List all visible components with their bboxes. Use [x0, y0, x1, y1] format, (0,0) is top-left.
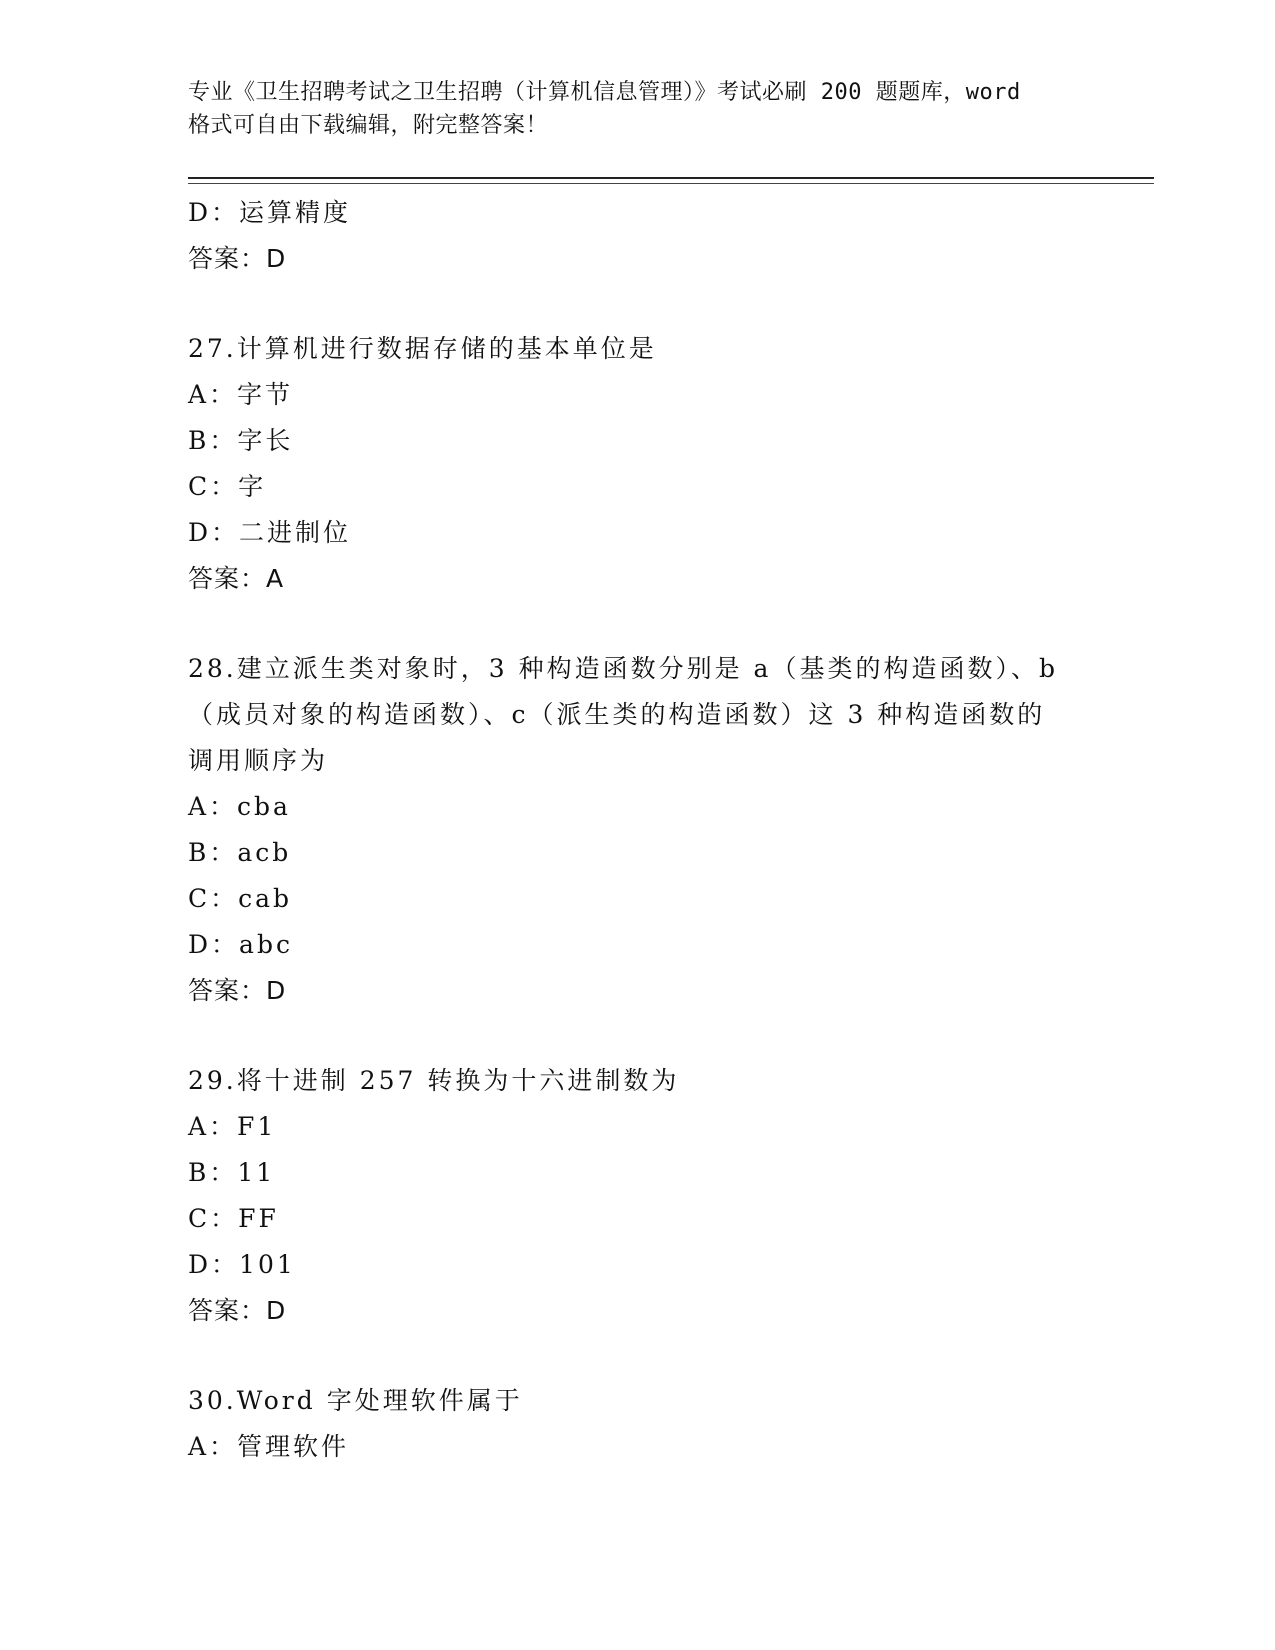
question-title-line-1: 28.建立派生类对象时，3 种构造函数分别是 a（基类的构造函数）、b [188, 654, 1058, 683]
option-b: B：字长 [188, 426, 294, 455]
option-b: B：11 [188, 1158, 276, 1187]
option-a: A：管理软件 [188, 1432, 350, 1461]
option-d: D：abc [188, 930, 293, 959]
answer-line: 答案：D [188, 1296, 287, 1325]
question-title: 27.计算机进行数据存储的基本单位是 [188, 334, 657, 363]
question-title-line-3: 调用顺序为 [188, 746, 329, 775]
answer-line: 答案：D [188, 976, 287, 1005]
option-c: C：字 [188, 472, 267, 501]
option-a: A：字节 [188, 380, 294, 409]
header-line-2: 格式可自由下载编辑，附完整答案！ [188, 113, 549, 138]
question-title-line-2: （成员对象的构造函数）、c（派生类的构造函数）这 3 种构造函数的 [188, 700, 1046, 729]
option-d: D：二进制位 [188, 518, 352, 547]
document-header [188, 76, 1088, 142]
header-rule-thin [188, 183, 1154, 184]
question-26-tail [188, 190, 1088, 282]
header-rule-thick [188, 177, 1154, 179]
option-d: D：运算精度 [188, 198, 352, 227]
question-list [188, 190, 1088, 1470]
question-28 [188, 646, 1088, 1014]
option-a: A：F1 [188, 1112, 277, 1141]
option-a: A：cba [188, 792, 291, 821]
answer-line: 答案：D [188, 244, 287, 273]
question-29 [188, 1058, 1088, 1334]
header-line-1: 专业《卫生招聘考试之卫生招聘（计算机信息管理）》考试必刷 200 题题库，word [188, 80, 1021, 105]
question-title: 30.Word 字处理软件属于 [188, 1386, 523, 1415]
question-title: 29.将十进制 257 转换为十六进制数为 [188, 1066, 680, 1095]
answer-line: 答案：A [188, 564, 285, 593]
option-d: D：101 [188, 1250, 296, 1279]
option-b: B：acb [188, 838, 292, 867]
option-c: C：cab [188, 884, 293, 913]
question-27 [188, 326, 1088, 602]
option-c: C：FF [188, 1204, 279, 1233]
question-30 [188, 1378, 1088, 1470]
